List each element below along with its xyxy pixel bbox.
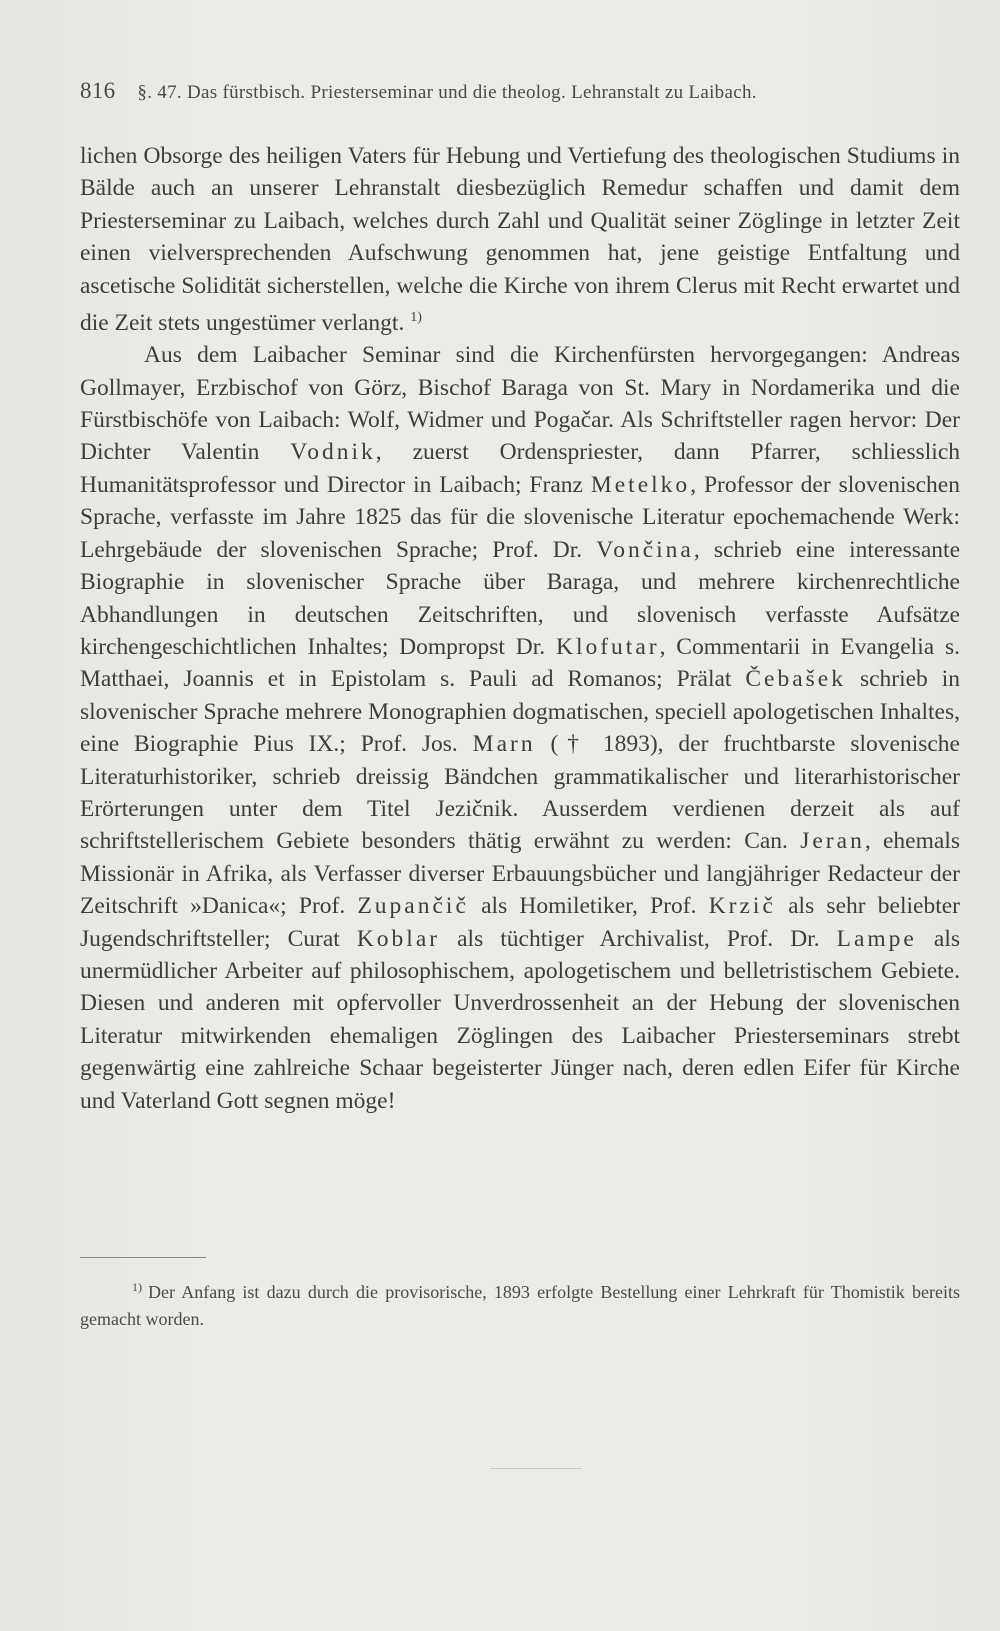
para2-text-10: als sehr beliebter Jugendschriftsteller; Curat xyxy=(80,893,961,952)
para2-text-5: , Commentarii in Evangelia s. Matthaei, Joannis et in Epistolam s. Pauli ad Romanos; Prälat xyxy=(80,633,961,693)
paragraph-1 xyxy=(80,140,960,339)
author-name: Klofutar xyxy=(555,633,660,660)
para2-text-12: als unermüdlicher Arbeiter auf philosophischem, apologetischem und belletristischem Gebiete. Diesen und anderen mit opfervoller Unverdrossenheit an der Hebung der slovenischen Literatur mitwirkenden ehemaligen Zöglingen des Laibacher Priesterseminars strebt gegenwärtig eine zahlreiche Schaar begeisterter Jünger nach, deren edlen Eifer für Kirche und Vaterland Gott segnen möge! xyxy=(80,925,960,1114)
main-text xyxy=(80,140,960,1117)
para2-text-2: , zuerst Ordenspriester, dann Pfarrer, schliesslich Humanitätsprofessor und Director in Laibach; Franz xyxy=(80,439,961,498)
author-name: Zupančič xyxy=(357,893,469,920)
author-name: Koblar xyxy=(356,925,441,952)
author-name: Čebašek xyxy=(745,666,846,693)
paragraph-1-text: lichen Obsorge des heiligen Vaters für Hebung und Vertiefung des theologischen Studiums in Bälde auch an unserer Lehranstalt diesbezüglich Remedur schaffen und damit dem Priesterseminar zu Laibach, welches durch Zahl und Qualität seiner Zöglinge in letzter Zeit einen vielversprechenden Aufschwung genommen hat, jene geistige Entfaltung und ascetische Solidität sicherstellen, welche die Kirche von ihrem Clerus mit Recht erwartet und die Zeit stets ungestümer verlangt. xyxy=(80,143,960,336)
footnote-marker: 1) xyxy=(132,1280,142,1294)
page-number: 816 xyxy=(80,78,116,103)
author-name: Krzič xyxy=(708,893,776,920)
para2-text-6: schrieb in slovenischer Sprache mehrere Monographien dogmatischen, speciell apologetischen Inhaltes, eine Biographie Pius IX.; Prof. Jos. xyxy=(80,666,961,758)
footnote-reference: 1) xyxy=(410,310,422,326)
paragraph-2 xyxy=(80,339,960,1117)
para2-text-9: als Homiletiker, Prof. xyxy=(481,893,697,920)
author-name: Vodnik xyxy=(290,439,376,466)
footnote-text: Der Anfang ist dazu durch die provisorische, 1893 erfolgte Bestellung einer Lehrkraft für Thomistik bereits gemacht worden. xyxy=(80,1282,960,1329)
para2-text-4: , schrieb eine interessante Biographie in slovenischer Sprache über Baraga, und mehrere kirchenrechtliche Abhandlungen in deutschen Zeitschriften, und slovenisch verfasste Aufsätze kirchengeschichtlichen Inhaltes; Dompropst Dr. xyxy=(80,536,961,660)
author-name: Lampe xyxy=(836,925,917,952)
para2-text-11: als tüchtiger Archivalist, Prof. Dr. xyxy=(457,925,820,952)
para2-text-8: , ehemals Missionär in Afrika, als Verfasser diverser Erbauungsbücher und langjähriger Redacteur der Zeitschrift »Danica«; Prof. xyxy=(80,828,960,920)
para2-text-1: Aus dem Laibacher Seminar sind die Kirchenfürsten hervorgegangen: Andreas Gollmayer, Erzbischof von Görz, Bischof Baraga von St. Mary in Nordamerika und die Fürstbischöfe von Laibach: Wolf, Widmer und Pogačar. Als Schriftsteller ragen hervor: Der Dichter Valentin xyxy=(80,342,960,466)
running-header xyxy=(80,78,900,104)
author-name: Jeran xyxy=(800,828,865,855)
footnote-separator xyxy=(80,1257,206,1258)
author-name: Vončina xyxy=(596,536,694,563)
footnote xyxy=(80,1274,960,1333)
para2-text-3: , Professor der slovenischen Sprache, verfasste im Jahre 1825 das für die slovenische Literatur epochemachende Werk: Lehrgebäude der slovenischen Sprache; Prof. Dr. xyxy=(80,471,960,563)
running-title: §. 47. Das fürstbisch. Priesterseminar und die theolog. Lehranstalt zu Laibach. xyxy=(137,82,757,103)
para2-text-7: († 1893), der fruchtbarste slovenische Literaturhistoriker, schrieb dreissig Bändchen grammatikalischer und literarhistorischer Erörterungen unter dem Titel Jezičnik. Ausserdem verdienen derzeit als auf schriftstellerischem Gebiete besonders thätig erwähnt zu werden: Can. xyxy=(80,731,960,855)
author-name: Marn xyxy=(472,731,536,758)
author-name: Metelko xyxy=(590,471,691,498)
show-through-rule xyxy=(490,1468,582,1469)
